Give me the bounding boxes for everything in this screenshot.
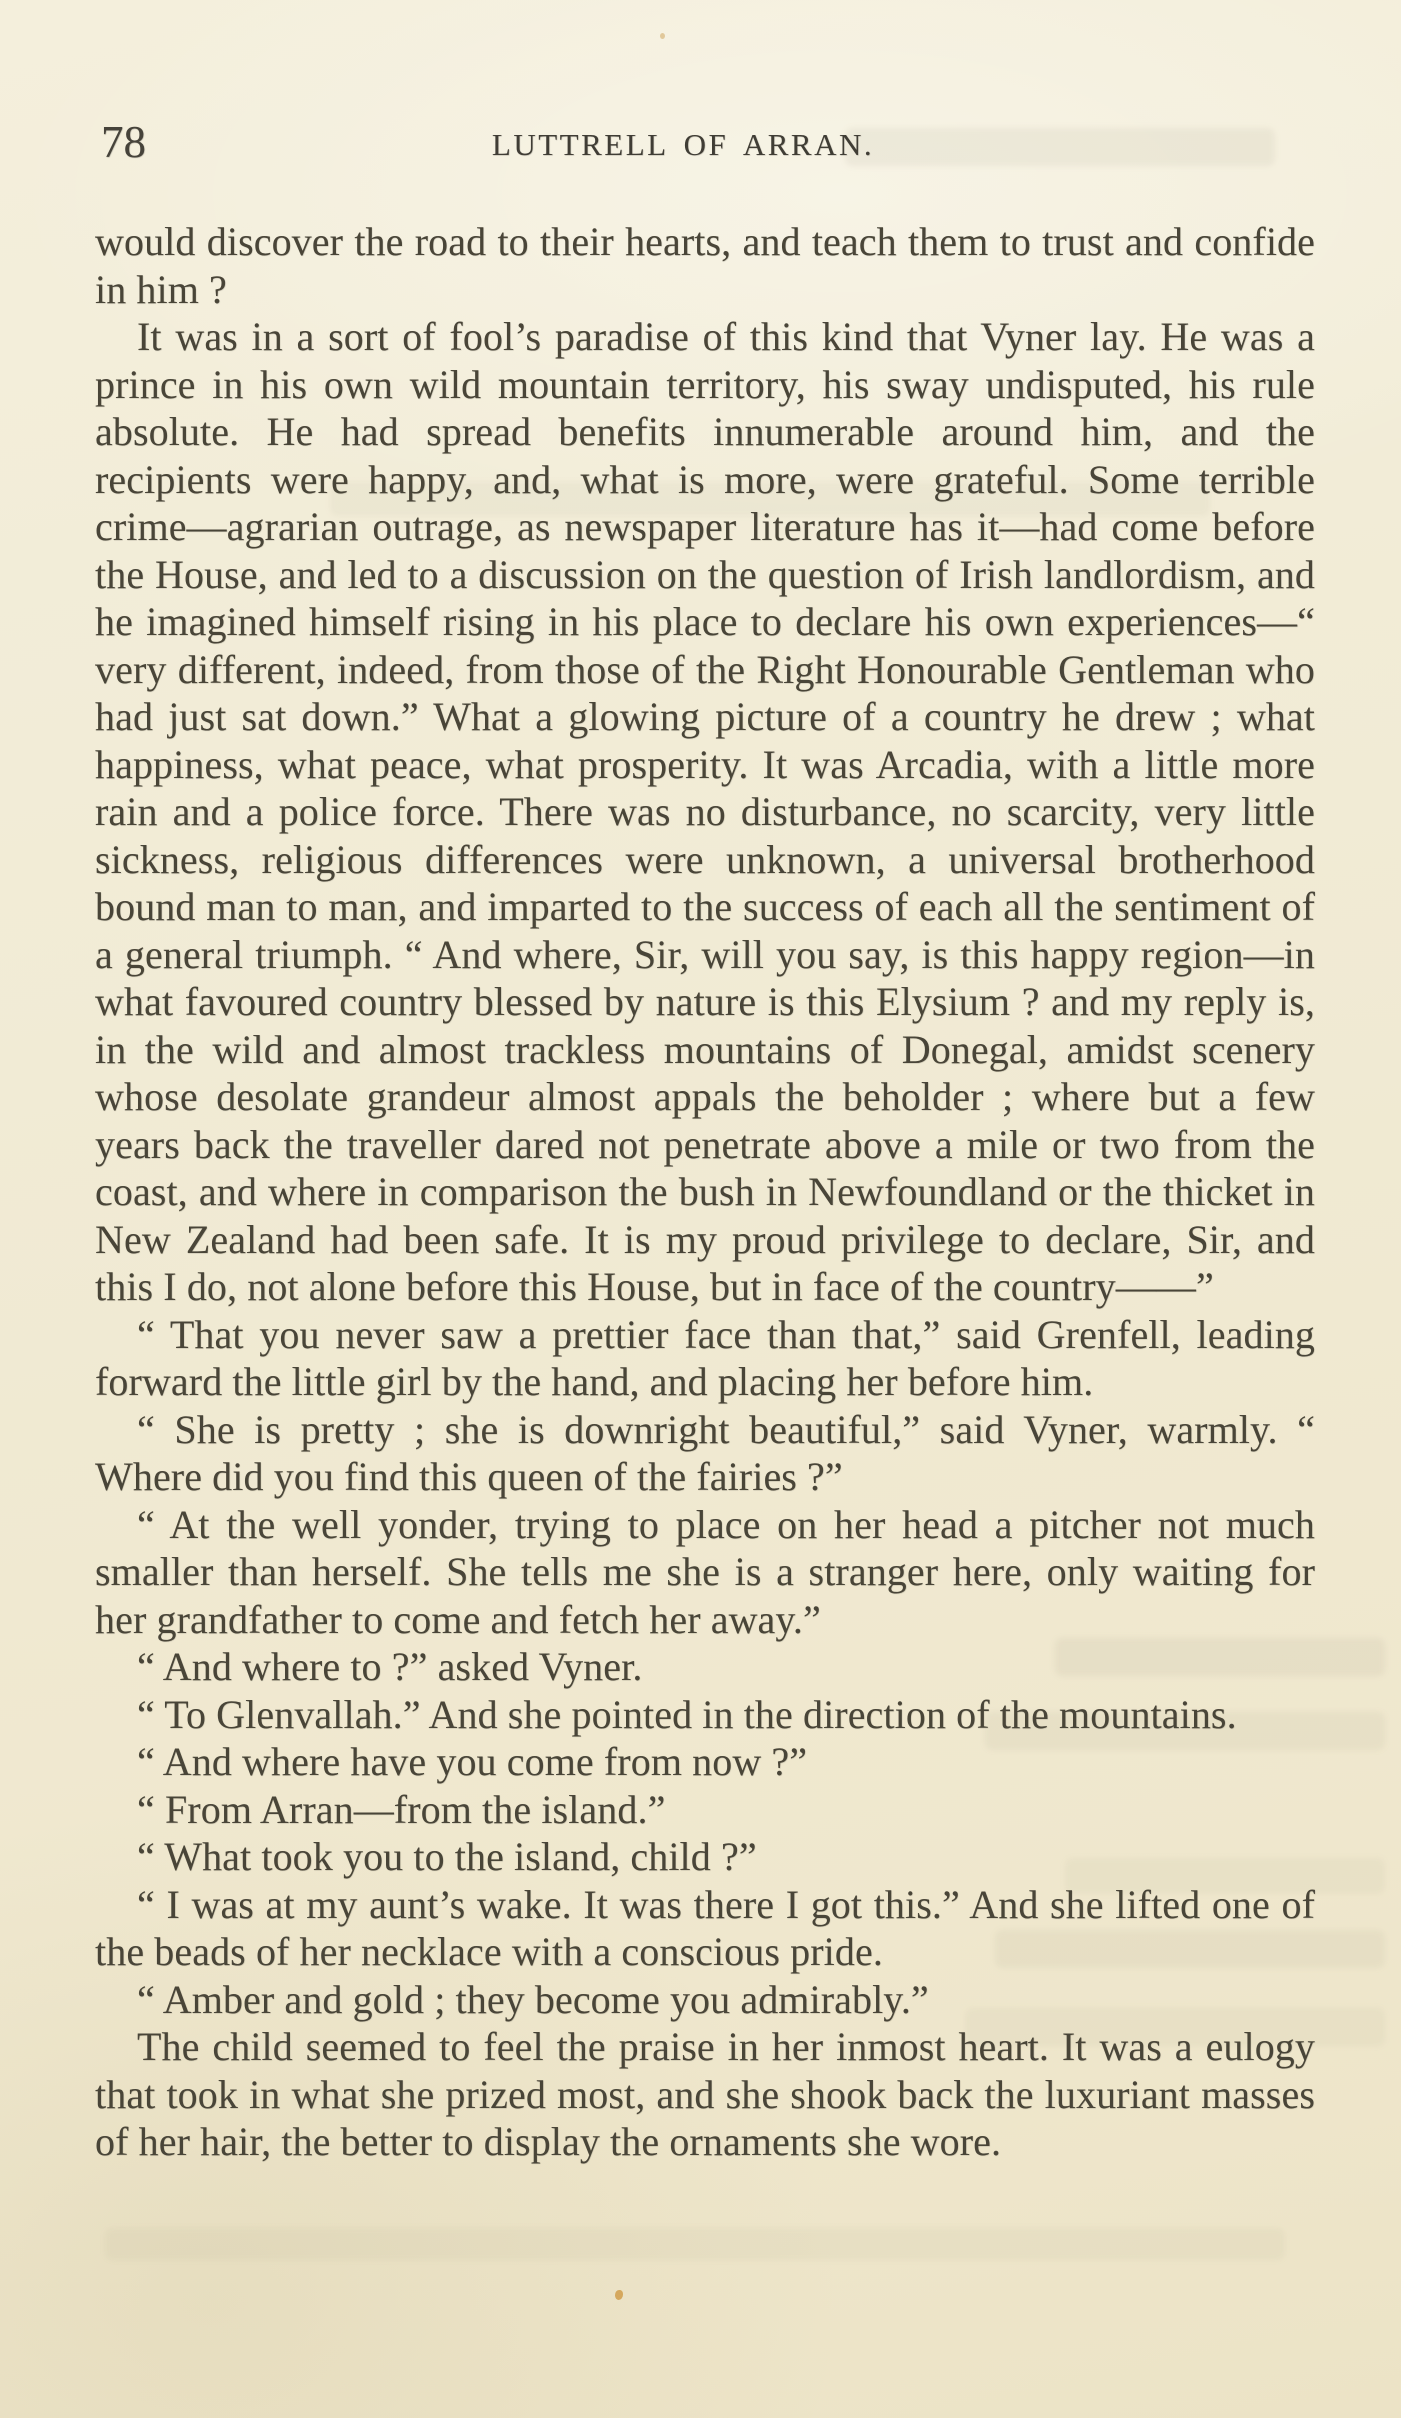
running-head [95,118,1315,178]
paragraph-6: “ And where to ?” asked Vyner. [137,1644,643,1689]
paragraph-13: The child seemed to feel the praise in her inmost heart. It was a eulogy that took in what she prized most, and she shook back the luxuriant masses of her hair, the better to display the ornaments she wore. [95,2024,1315,2164]
paragraph-9: “ From Arran—from the island.” [137,1786,666,1832]
paragraph-11: “ I was at my aunt’s wake. It was there I got this.” And she lifted one of the beads of her necklace with a conscious pride. [95,1881,1315,1974]
foxing-speck [660,33,665,39]
paragraph-8: “ And where have you come from now ?” [137,1739,808,1784]
foxing-speck [615,2290,623,2300]
paragraph-12: “ Amber and gold ; they become you admirably.” [137,1976,929,2022]
paragraph-5: “ At the well yonder, trying to place on her head a pitcher not much smaller than herself. She tells me she is a stranger here, only waiting for her grandfather to come and fetch her away.” [95,1501,1315,1642]
paragraph-4: “ She is pretty ; she is downright beautiful,” said Vyner, warmly. “ Where did you find this queen of the fairies ?” [95,1406,1315,1499]
paragraph-10: “ What took you to the island, child ?” [137,1834,757,1879]
paragraph-1: would discover the road to their hearts, and teach them to trust and confide in him ? [95,219,1315,312]
showthrough-artifact [105,2228,1285,2260]
paragraph-2: It was in a sort of fool’s paradise of this kind that Vyner lay. He was a prince in his own wild mountain territory, his sway undisputed, his rule absolute. He had spread benefits innumerable around him, and the recipients were happy, and, what is more, were grateful. Some terrible crime—agrarian outrage, as newspaper literature has it—had come before the House, and led to a discussion on the question of Irish landlordism, and he imagined himself rising in his place to declare his own experiences—“ very different, indeed, from those of the Right Honourable Gentleman who had just sat down.” What a glowing picture of a country he drew ; what happiness, what peace, what prosperity. It was Arcadia, with a little more rain and a police force. There was no disturbance, no scarcity, very little sickness, religious differences were unknown, a universal brotherhood bound man to man, and imparted to the success of each all the sentiment of a general triumph. “ And where, Sir, will you say, is this happy region—in what favoured country blessed by nature is this Elysium ? and my reply is, in the wild and almost trackless mountains of Donegal, amidst scenery whose desolate grandeur almost appals the beholder ; where but a few years back the traveller dared not penetrate above a mile or two from the coast, and where in comparison the bush in Newfoundland or the thicket in New Zealand had been safe. It is my proud privilege to declare, Sir, and this I do, not alone before this House, but in face of the country——” [95,314,1315,1309]
paragraph-7: “ To Glenvallah.” And she pointed in the direction of the mountains. [137,1691,1237,1737]
running-header-title: LUTTRELL OF ARRAN. [491,127,875,162]
paragraph-3: “ That you never saw a prettier face than that,” said Grenfell, leading forward the little girl by the hand, and placing her before him. [95,1311,1315,1404]
page-text-block [95,218,1315,2166]
page-number: 78 [101,117,146,167]
